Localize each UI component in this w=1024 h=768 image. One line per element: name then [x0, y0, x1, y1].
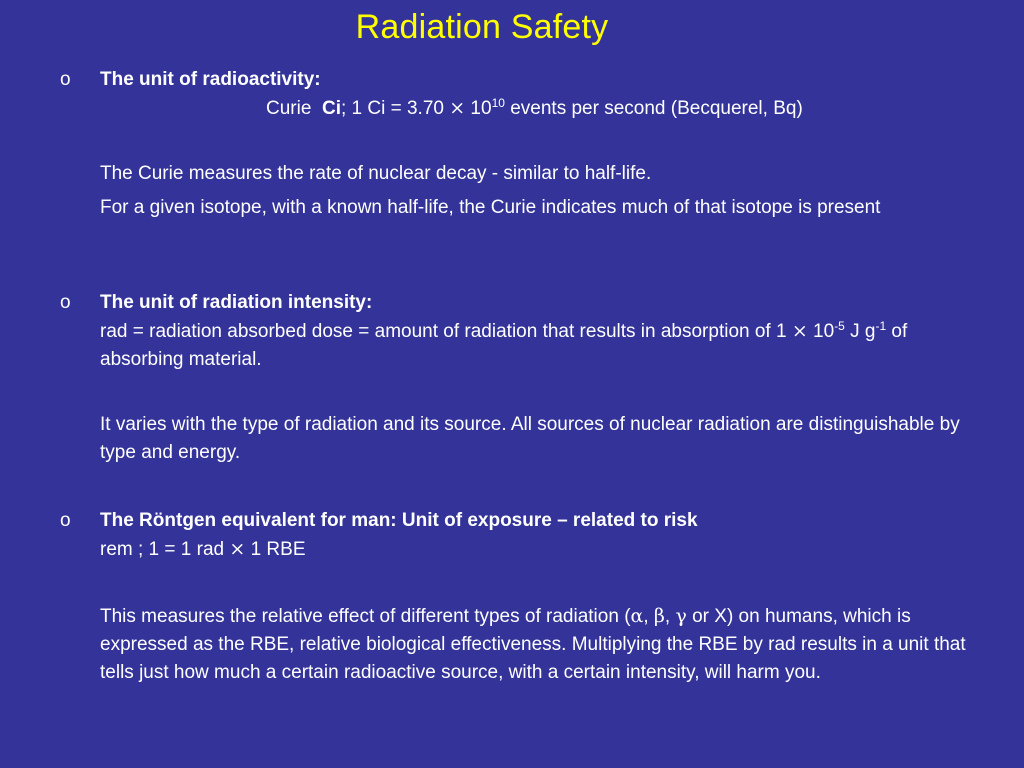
beta-symbol: β	[653, 605, 665, 627]
rbe-paragraph: This measures the relative effect of different types of radiation (α, β, γ or X) on humans, which is expressed as the RBE, relative biological effectiveness. Multiplying the RBE by rad results in a unit that tells just how much a certain radioactive source, with a certain intensity, will harm you.	[100, 605, 966, 683]
curie-paragraph-2: For a given isotope, with a known half-life, the Curie indicates much of that isotope is present	[100, 197, 881, 218]
rem-definition: rem ; 1 = 1 rad × 1 RBE	[100, 538, 306, 560]
bullet-marker: o	[60, 69, 71, 90]
curie-symbol: Ci	[321, 98, 341, 119]
curie-paragraph-1: The Curie measures the rate of nuclear decay - similar to half-life.	[100, 163, 652, 184]
gamma-symbol: γ	[675, 605, 687, 627]
bullet-marker: o	[60, 510, 71, 531]
section-radiation-intensity	[100, 289, 980, 374]
section-heading: The unit of radiation intensity:	[100, 292, 373, 313]
section-radioactivity	[100, 66, 980, 123]
alpha-symbol: α	[630, 605, 644, 627]
intensity-paragraph: It varies with the type of radiation and its source. All sources of nuclear radiation are distinguishable by type and energy.	[100, 414, 960, 463]
section-heading: The Röntgen equivalent for man: Unit of exposure – related to risk	[100, 510, 698, 531]
section-rem	[100, 507, 980, 564]
slide-title: Radiation Safety	[355, 8, 609, 46]
section-heading: The unit of radioactivity:	[100, 69, 321, 90]
bullet-marker: o	[60, 292, 71, 313]
curie-definition: Curie Ci; 1 $Ci = 3.70 \times 10^{10}$ events per second (Becquerel, Bq)	[266, 96, 803, 119]
rad-definition: rad = radiation absorbed dose = amount of radiation that results in absorption of $1 \times 10^{-5}$ J $g^{-1}$ of absorbing material.	[100, 319, 908, 370]
